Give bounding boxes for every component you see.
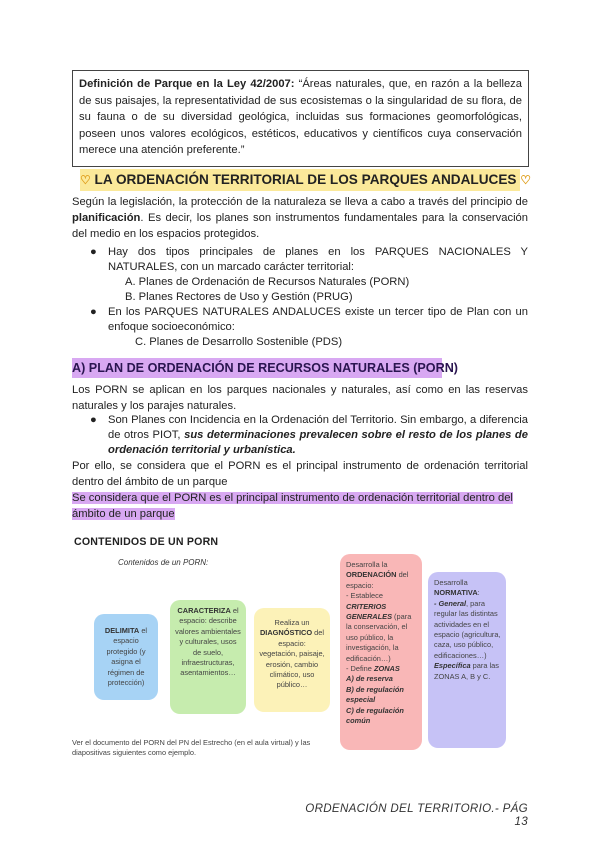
delimita-label: DELIMITA: [104, 626, 140, 635]
criterios-pre: - Establece: [346, 591, 383, 601]
diagnostico-box: [254, 608, 330, 712]
bullet-icon: ●: [90, 246, 97, 258]
definition-body: “Áreas naturales, que, en razón a la belleza de sus paisajes, la representatividad de sus ecosistemas o la singularidad de su flora, de su fauna o de su diversidad geológica, incluidas sus formaciones geomorfológicas, poseen unos valores ecológicos, estéticos, educativos y científicos cuya conservación merece una atención preferente.”: [79, 78, 522, 157]
ordenacion-label: ORDENACIÓN: [346, 570, 397, 580]
caracteriza-label: CARACTERIZA: [177, 606, 231, 615]
bullet-icon: ●: [90, 306, 97, 318]
intro-text-end: . Es decir, los planes son instrumentos fundamentales para la conservación del medio en los espacios protegidos.: [72, 212, 528, 240]
general-text: , para regular las distintas actividades en el espacio (agricultura, caza, uso público, edificaciones…): [434, 598, 501, 660]
sub-item-b: B. Planes Rectores de Uso y Gestión (PRUG): [125, 291, 353, 303]
ordenacion-box: [340, 554, 422, 750]
list-item-bold: sus determinaciones prevalecen sobre el resto de los planes de ordenación territorial y urbanística.: [108, 429, 528, 456]
zonas-label: ZONAS: [373, 664, 400, 674]
porn-paragraph-2: Por ello, se considera que el PORN es el principal instrumento de ordenación territorial dentro del ámbito de un parque: [72, 460, 528, 488]
zonas-pre: - Define: [346, 664, 374, 674]
section-title-text: LA ORDENACIÓN TERRITORIAL DE LOS PARQUES ANDALUCES: [94, 172, 517, 187]
ordenacion-text: del espacio:: [346, 570, 409, 590]
highlighted-paragraph: [72, 490, 528, 522]
section-title: [80, 169, 532, 191]
diagram-caption: Contenidos de un PORN:: [118, 558, 209, 567]
diagram-footnote: Ver el documento del PORN del PN del Estrecho (en el aula virtual) y las diapositivas siguientes como ejemplo.: [72, 738, 311, 757]
caracteriza-box: [170, 600, 246, 714]
delimita-text: el espacio protegido (y asigna el régimen de protección): [106, 626, 148, 688]
ordenacion-pre: Desarrolla la: [346, 560, 388, 569]
porn-list: [90, 413, 528, 458]
zone-a: A) de reserva: [346, 674, 393, 684]
highlight-text: Se considera que el PORN es el principal instrumento de ordenación territorial dentro del ámbito de un parque: [72, 492, 513, 520]
page-footer: ORDENACIÓN DEL TERRITORIO.- PÁG 13: [305, 802, 528, 828]
list-item: [90, 245, 528, 275]
caracteriza-text: el espacio: describe valores ambientales y culturales, usos de suelo, infraestructuras, asentamientos…: [175, 606, 241, 678]
specific-label: Específica: [434, 661, 471, 671]
intro-text: Según la legislación, la protección de la naturaleza se lleva a cabo a través del principio de: [72, 196, 528, 208]
diagnostico-text: del espacio: vegetación, paisaje, erosión, cambio climático, uso público…: [259, 628, 325, 690]
intro-bold: planificación: [72, 212, 141, 224]
general-label: - General: [434, 598, 467, 608]
criterios-label: CRITERIOS GENERALES: [346, 601, 392, 622]
plans-list: [90, 245, 528, 350]
normativa-pre: Desarrolla: [434, 578, 468, 587]
diagnostico-pre: Realiza un: [274, 618, 310, 627]
diagnostico-label: DIAGNÓSTICO: [259, 628, 313, 638]
list-item-text: Hay dos tipos principales de planes en los PARQUES NACIONALES Y NATURALES, con un marcado carácter territorial:: [108, 246, 528, 273]
bullet-icon: ●: [90, 414, 97, 426]
intro-paragraph: [72, 194, 528, 242]
porn-paragraph-1: Los PORN se aplican en los parques nacionales y naturales, así como en las reservas naturales y los parajes naturales.: [72, 384, 528, 412]
heart-icon: ♡: [80, 173, 91, 187]
definition-box: [72, 70, 529, 167]
list-item-text: En los PARQUES NATURALES ANDALUCES existe un tercer tipo de Plan con un enfoque socioeconómico:: [108, 306, 528, 333]
specific-text: para las ZONAS A, B y C.: [434, 661, 499, 681]
normativa-box: [428, 572, 506, 748]
list-item-text: Son Planes con Incidencia en la Ordenación del Territorio. Sin embargo, a diferencia de otros PIOT,: [108, 414, 528, 441]
normativa-label: NORMATIVA: [434, 588, 478, 598]
porn-heading: A) PLAN DE ORDENACIÓN DE RECURSOS NATURALES (PORN): [72, 358, 442, 378]
zone-c: C) de regulación común: [346, 705, 404, 726]
porn-contents-diagram: [72, 552, 528, 782]
list-item: [90, 413, 528, 458]
sub-item-a: A. Planes de Ordenación de Recursos Naturales (PORN): [125, 276, 410, 288]
delimita-box: [94, 614, 158, 700]
heart-icon: ♡: [520, 173, 532, 187]
definition-lead: Definición de Parque en la Ley 42/2007:: [79, 78, 295, 90]
list-item: [90, 305, 528, 335]
normativa-colon: :: [477, 588, 480, 598]
criterios-text: (para la conservación, el uso público, la investigación, la edificación…): [346, 612, 412, 663]
sub-item-c: C. Planes de Desarrollo Sostenible (PDS): [135, 336, 343, 348]
zone-b: B) de regulación especial: [346, 684, 404, 705]
contents-title: CONTENIDOS DE UN PORN: [74, 536, 219, 548]
